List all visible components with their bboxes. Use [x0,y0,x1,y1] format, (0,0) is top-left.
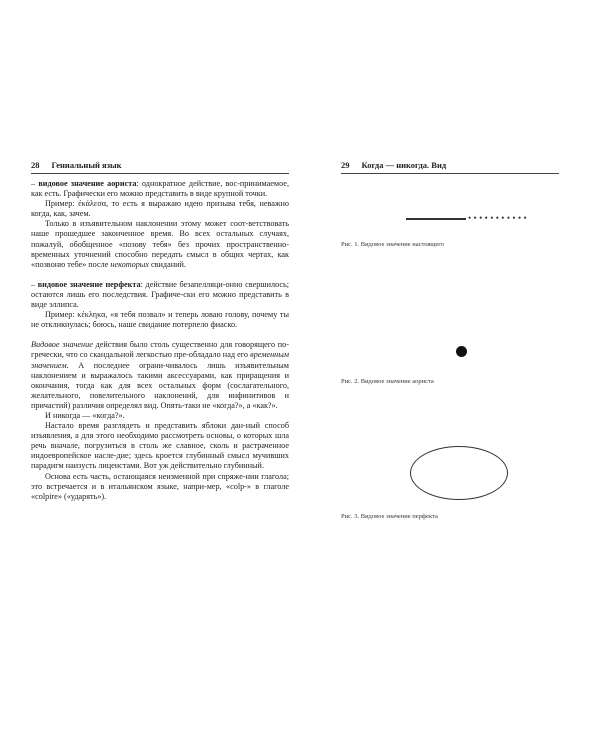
right-page-header [341,160,446,170]
figure-caption-1: Рис. 1. Видовое значение настоящего [341,241,445,248]
figure-caption-2: Рис. 2. Видовое значение аориста [341,378,434,385]
present-aspect-line-figure [406,218,466,220]
header-rule [341,173,559,174]
paragraph: И никогда — «когда?». [45,410,125,420]
paragraph: Пример: κέκληκα, «я тебя позвал» и теперь ловаю голову, почему ты не откликнулась; боюсь, наше свидание потерпело фиаско. [31,310,289,330]
paragraph: Настало время разглядеть и представить яблоки дан-ный способ изъявления, а для этого необходимо рассмотреть основы, о которых шла речь вначале, погрузиться в столь же славное, сколь и растраченное индоевропейское насле-дие; здесь кроется глубинный смысл мучивших парадигм наизусть лицеистами. Вот уж действительно глубинный. [31,421,289,471]
page-number: 28 [31,160,40,170]
greek-word: κέκληκα [77,310,106,320]
term: видовое значение аориста [38,179,137,188]
page-number: 29 [341,160,350,170]
paragraph: – видовое значение перфекта: действие безапелляци-онно свершилось; остаются лишь его последствия. Графиче-ски его можно представить в виде эллипса. [31,279,290,310]
present-aspect-dots-figure: ••••••••••• [468,213,530,223]
header-rule [31,173,289,174]
aorist-point-figure [456,346,467,357]
left-page-header [31,160,122,170]
running-title: Гениальный язык [51,160,122,170]
paragraph: Только в изъявительном наклонении этому может соот-ветствовать наше прошедшее законченное время. Во всех остальных случаях, пожалуй, обобщенное «позову тебя» без прочих пространственно-временных уточнений способно передать смысл в общих чертах, как «позвоню тебе» после некоторых свиданий. [31,219,289,269]
term: видовое значение перфекта [37,279,141,289]
paragraph: Пример: ἐκάλεσα, то есть я выражаю идею призыва тебя, неважно когда, как, зачем. [31,199,289,219]
body-text [31,179,289,502]
figure-caption-3: Рис. 3. Видовое значение перфекта [341,513,438,520]
perfect-ellipse-figure [410,446,508,500]
greek-word: ἐκάλεσα [78,199,107,209]
paragraph: Основа есть часть, остающаяся неизменной при спряже-нии глагола; это встречается и в итальянском языке, напри-мер, «colp-» в глаголе «colpire» («ударять»). [31,471,289,501]
paragraph: Видовое значение действия было столь существенно для говорящего по-гречески, что со скандальной легкостью пре-обладало над его временным значением. А последнее ограни-чивалось лишь изъявительным наклонением и выражалось такими аксессуарами, как приращения и окончания, тогда как для всех остальных форм (сослагательного, желательного, повелительного наклонений, для инфинитивов и причастий) различия определял вид. Опять-таки не «когда?», а «как?». [31,340,289,410]
running-title: Когда — никогда. Вид [361,160,447,170]
paragraph: – видовое значение аориста: однократное действие, вос-принимаемое, как есть. Графически его можно представить в виде крупной точки. [31,179,289,199]
right-page [300,0,600,750]
